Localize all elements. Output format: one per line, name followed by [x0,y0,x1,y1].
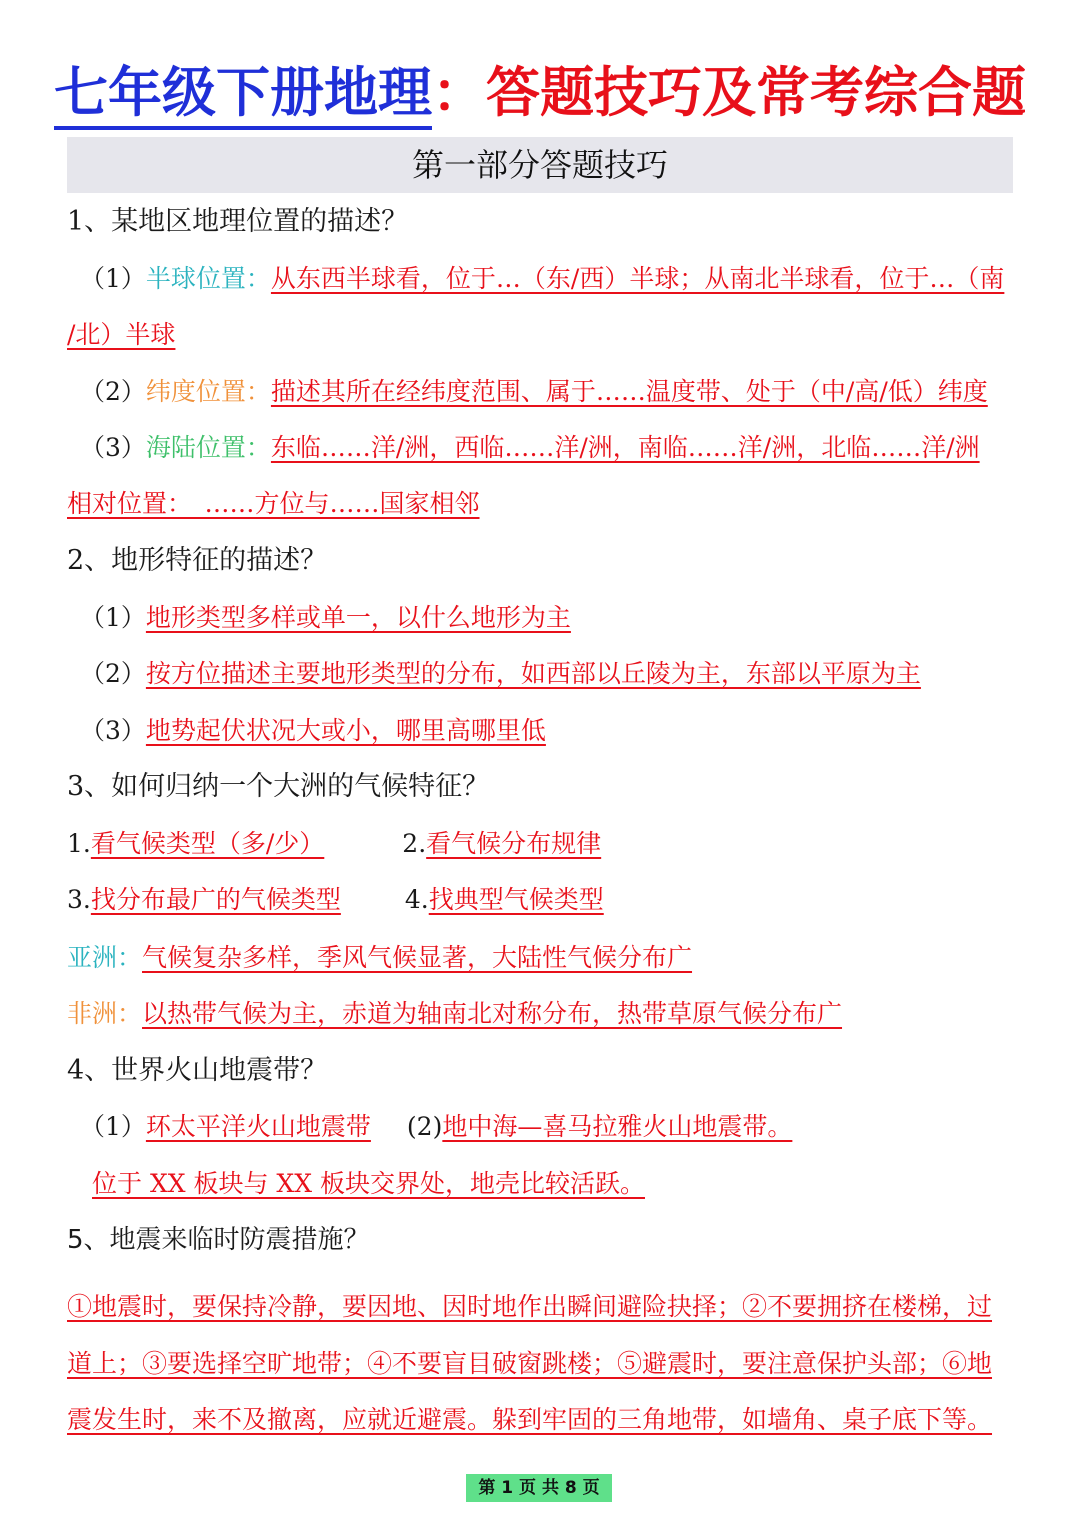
title-part2: 答题技巧及常考综合题 [486,60,1026,124]
q1-item-2 [80,375,1030,409]
question-2-title: 2、地形特征的描述？ [67,545,328,576]
q2-item-2 [80,657,1030,691]
q3-asia [67,941,1017,975]
item-text: 从东西半球看，位于…（东/西）半球；从南北半球看，位于…（南 [270,264,1005,293]
title-part1: 七年级下册地理 [54,60,432,130]
item-text: 东临……洋/洲，西临……洋/洲，南临……洋/洲，北临……洋/洲 [270,433,980,462]
tip-number: 2. [402,829,427,858]
item-number: (2) [406,1112,443,1141]
answer-text: ①地震时，要保持冷静，要因地、因时地作出瞬间避险抉择；②不要拥挤在楼梯，过 [67,1292,993,1321]
title-colon: ： [432,60,486,124]
item-number: （2） [80,377,146,406]
answer-text: 道上；③要选择空旷地带；④不要盲目破窗跳楼；⑤避震时，要注意保护头部；⑥地 [67,1349,993,1378]
item-text: 按方位描述主要地形类型的分布，如西部以丘陵为主，东部以平原为主 [145,659,921,688]
q1-item-3 [80,431,1030,465]
item-number: （1） [80,264,146,293]
item-number: （1） [80,1112,146,1141]
section-header: 第一部分答题技巧 [67,137,1013,193]
item-number: （3） [80,716,146,745]
question-5-title: 5、地震来临时防震措施？ [67,1225,370,1255]
question-4-title: 4、世界火山地震带？ [67,1055,328,1086]
q4-note [92,1167,1042,1201]
q3-africa [67,997,1017,1031]
asia-label: 亚洲： [67,943,143,972]
q1-item-3-cont [67,487,1017,521]
q1-item-1 [80,262,1030,296]
item-text: 地形类型多样或单一，以什么地形为主 [145,603,571,632]
question-3-title: 3、如何归纳一个大洲的气候特征？ [67,771,490,802]
item-text: 地势起伏状况大或小，哪里高哪里低 [145,716,546,745]
q5-line-3 [67,1403,1017,1437]
item-text: 地中海—喜马拉雅火山地震带。 [442,1112,793,1141]
item-text: 环太平洋火山地震带 [145,1112,371,1141]
asia-text: 气候复杂多样，季风气候显著，大陆性气候分布广 [142,943,693,972]
item-text-cont: /北）半球 [67,320,176,349]
tip-number: 3. [67,885,91,914]
q5-line-2 [67,1347,1017,1381]
item-number: （3） [80,433,146,462]
item-text: 描述其所在经纬度范围、属于……温度带、处于（中/高/低）纬度 [270,377,988,406]
q3-tips-row-2 [67,883,1017,917]
q4-items [80,1110,1030,1144]
note-text: 位于 XX 板块与 XX 板块交界处，地壳比较活跃。 [92,1169,645,1198]
tip-text: 找典型气候类型 [428,885,604,914]
q2-item-1 [80,601,1030,635]
item-number: （1） [80,603,146,632]
item-number: （2） [80,659,146,688]
item-text-cont: 相对位置： ……方位与……国家相邻 [67,489,480,518]
q2-item-3 [80,714,1030,748]
tip-number: 1. [67,829,91,858]
page-title [0,56,1080,128]
q3-tips-row-1 [67,827,1017,861]
item-label: 纬度位置： [145,377,271,406]
tip-number: 4. [404,885,429,914]
africa-text: 以热带气候为主，赤道为轴南北对称分布，热带草原气候分布广 [142,999,843,1028]
tip-text: 看气候分布规律 [426,829,602,858]
answer-text: 震发生时，来不及撤离，应就近避震。躲到牢固的三角地带，如墙角、桌子底下等。 [67,1405,993,1434]
tip-text: 找分布最广的气候类型 [90,885,341,914]
africa-label: 非洲： [67,999,143,1028]
q5-line-1 [67,1290,1017,1324]
question-1-title: 1、某地区地理位置的描述？ [67,206,409,237]
item-label: 海陆位置： [145,433,271,462]
q1-item-1-cont [67,318,1017,352]
item-label: 半球位置： [145,264,271,293]
page-number: 第 1 页 共 8 页 [466,1474,612,1502]
tip-text: 看气候类型（多/少） [90,829,325,858]
